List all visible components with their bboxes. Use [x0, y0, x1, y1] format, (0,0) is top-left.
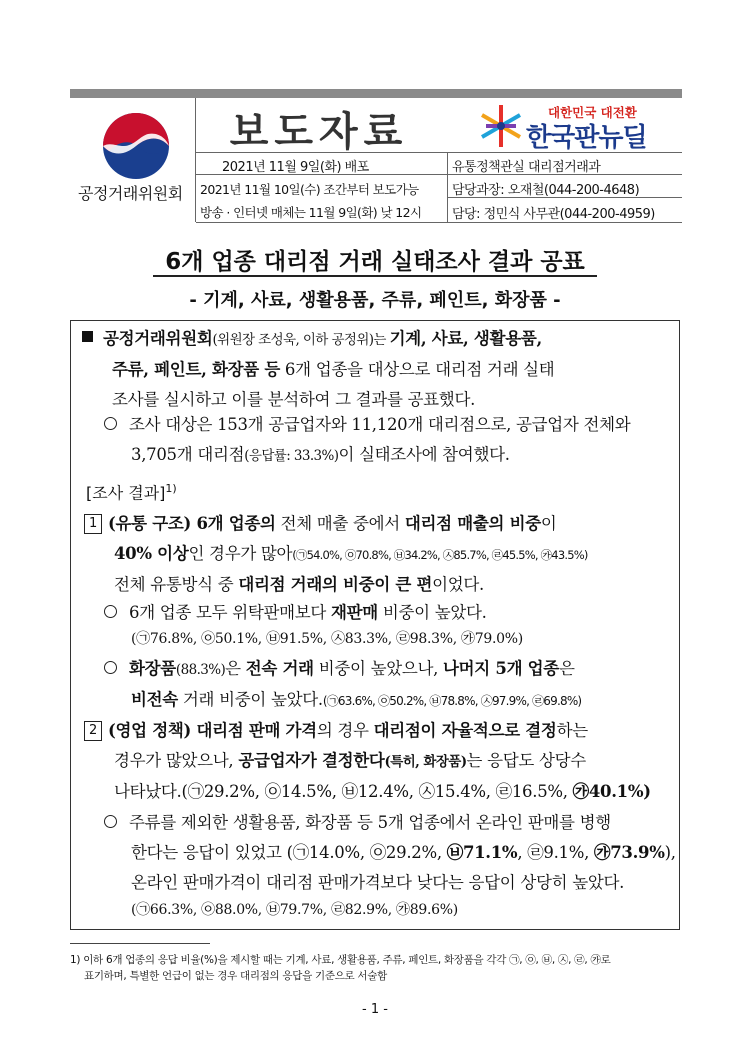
square-bullet-icon: [82, 331, 93, 342]
section-text: 대리점 매출의 비중: [404, 514, 541, 533]
results-heading: [86, 474, 177, 508]
section-text: 40% 이상: [114, 544, 189, 563]
footnote-ref: 1): [165, 482, 177, 495]
intro-sub-text: 3,705개 대리점: [131, 445, 245, 464]
bullet-text: 화장품: [129, 659, 176, 678]
footnote-text: 표기하며, 특별한 언급이 없는 경우 대리점의 응답을 기준으로 서술함: [84, 970, 387, 982]
section-text: 전체 유통방식 중: [114, 575, 239, 594]
intro-text: 조사를 실시하고 이를 분석하여 그 결과를 공표했다.: [112, 390, 476, 409]
title-underline: [153, 275, 597, 277]
bullet-text: 재판매: [331, 603, 378, 622]
section-text: 대리점이 자율적으로 결정: [373, 721, 557, 740]
intro-text: 6개 업종을 대상으로 대리점 거래 실태: [279, 360, 555, 379]
intro-sub-text: (응답률: 33.3%): [244, 448, 339, 464]
section-text: (영업 정책) 대리점 판매 가격: [108, 721, 317, 740]
page-number: - 1 -: [362, 1002, 388, 1017]
agency-name: 공정거래위원회: [78, 184, 183, 203]
intro-sub-paragraph: [104, 410, 630, 471]
intro-text: 주류, 페인트, 화장품 등: [112, 360, 280, 379]
section-text: 는 응답도 상당수: [466, 751, 586, 770]
distribution-date: 2021년 11월 9일(화) 배포: [222, 160, 369, 175]
intro-sub-text: 이 실태조사에 참여했다.: [338, 445, 510, 464]
embargo-print: 2021년 11월 10일(수) 조간부터 보도가능: [200, 182, 419, 197]
korean-new-deal-logo-icon: [478, 103, 524, 149]
section-1-bullet-1: [104, 598, 523, 650]
bullet-text: ㉮73.9%: [594, 843, 665, 862]
section-text: 공급업자가 결정한다: [238, 751, 385, 770]
footnote: [70, 952, 690, 984]
section-text: 이: [540, 514, 557, 533]
section-text: 나타났다.(㉠29.2%, ㉧14.5%, ㉥12.4%, ㉦15.4%, ㉣16.5%,: [114, 782, 573, 801]
header-rule: [196, 222, 682, 223]
bullet-text: 전속 거래: [245, 659, 314, 678]
section-text: 의 경우: [316, 721, 374, 740]
main-title: 6개 업종 대리점 거래 실태조사 결과 공표: [165, 249, 585, 275]
bullet-text: 나머지 5개 업종: [443, 659, 559, 678]
manager-contact: 담당과장: 오재철(044-200-4648): [452, 183, 640, 198]
intro-text: 기계, 사료, 생활용품,: [389, 329, 542, 348]
section-text: 대리점 거래의 비중이 큰 편: [238, 575, 433, 594]
header-top-bar: [70, 89, 682, 98]
bullet-text: 6개 업종 모두 위탁판매보다: [129, 603, 332, 622]
logo-name: 한국판뉴딜: [526, 123, 647, 153]
section-text: ㉮40.1%): [572, 782, 651, 801]
section-text: 인 경우가 많아: [188, 544, 293, 563]
bullet-text: 온라인 판매가격이 대리점 판매가격보다 낮다는 응답이 상당히 높았다.: [131, 873, 625, 892]
section-text: 전체 매출 중에서: [275, 514, 405, 533]
circle-bullet-icon: [104, 417, 117, 430]
bullet-text: , ㉣9.1%,: [517, 843, 595, 862]
section-1: [84, 509, 588, 600]
circle-bullet-icon: [104, 605, 117, 618]
press-release-title: 보도자료: [229, 109, 409, 155]
bullet-text: (㉠76.8%, ㉧50.1%, ㉥91.5%, ㉦83.3%, ㉣98.3%, ㉮79.0%): [131, 631, 523, 647]
section-text: 경우가 많았으나,: [114, 751, 239, 770]
bullet-text: ㉥71.1%: [446, 843, 518, 862]
section-text: (㉠54.0%, ㉧70.8%, ㉥34.2%, ㉦85.7%, ㉣45.5%, ㉮43.5%): [292, 548, 588, 562]
section-text: (유통 구조) 6개 업종의: [108, 514, 276, 533]
intro-paragraph: [82, 324, 554, 415]
section-number-box: 1: [84, 514, 102, 534]
department: 유통정책관실 대리점거래과: [452, 160, 601, 175]
circle-bullet-icon: [104, 815, 117, 828]
government-emblem-icon: [100, 110, 172, 182]
bullet-text: 주류를 제외한 생활용품, 화장품 등 5개 업종에서 온라인 판매를 병행: [129, 813, 611, 832]
bullet-text: (㉠66.3%, ㉧88.0%, ㉥79.7%, ㉣82.9%, ㉮89.6%): [131, 902, 458, 918]
section-text: 하는: [556, 721, 588, 740]
section-1-bullet-2: [104, 654, 581, 716]
header-divider: [447, 152, 448, 222]
bullet-text: 은: [558, 659, 575, 678]
bullet-text: 비중이 높았다.: [377, 603, 487, 622]
circle-bullet-icon: [104, 661, 117, 674]
intro-text: 공정거래위원회: [103, 329, 213, 348]
subtitle: - 기계, 사료, 생활용품, 주류, 페인트, 화장품 -: [189, 290, 561, 311]
bullet-text: (㉠63.6%, ㉧50.2%, ㉥78.8%, ㉦97.9%, ㉣69.8%): [322, 694, 582, 708]
bullet-text: 한다는 응답이 있었고 (㉠14.0%, ㉧29.2%,: [131, 843, 447, 862]
bullet-text: ),: [664, 843, 676, 862]
footnote-text: 1) 이하 6개 업종의 응답 비율(%)을 제시할 때는 기계, 사료, 생활용품, 주류, 페인트, 화장품을 각각 ㉠, ㉧, ㉥, ㉦, ㉣, ㉮로: [70, 954, 611, 966]
officer-contact: 담당: 정민식 사무관(044-200-4959): [452, 207, 655, 222]
section-text: (특히, 화장품): [384, 754, 467, 770]
section-2: [84, 716, 651, 807]
results-heading-text: [조사 결과]: [86, 483, 166, 503]
intro-text: (위원장 조성욱, 이하 공정위)는: [212, 332, 390, 348]
footnote-rule: [70, 943, 210, 944]
section-text: 이었다.: [432, 575, 484, 594]
bullet-text: (88.3%): [175, 662, 226, 678]
embargo-online: 방송 · 인터넷 매체는 11월 9일(화) 낮 12시: [200, 205, 422, 220]
logo-tagline: 대한민국 대전환: [548, 105, 637, 120]
intro-sub-text: 조사 대상은 153개 공급업자와 11,120개 대리점으로, 공급업자 전체와: [129, 415, 631, 434]
bullet-text: 비전속: [131, 690, 178, 709]
bullet-text: 거래 비중이 높았다.: [177, 690, 323, 709]
section-2-bullet-1: [104, 808, 676, 922]
section-number-box: 2: [84, 721, 102, 741]
bullet-text: 은: [225, 659, 246, 678]
bullet-text: 비중이 높았으나,: [313, 659, 444, 678]
